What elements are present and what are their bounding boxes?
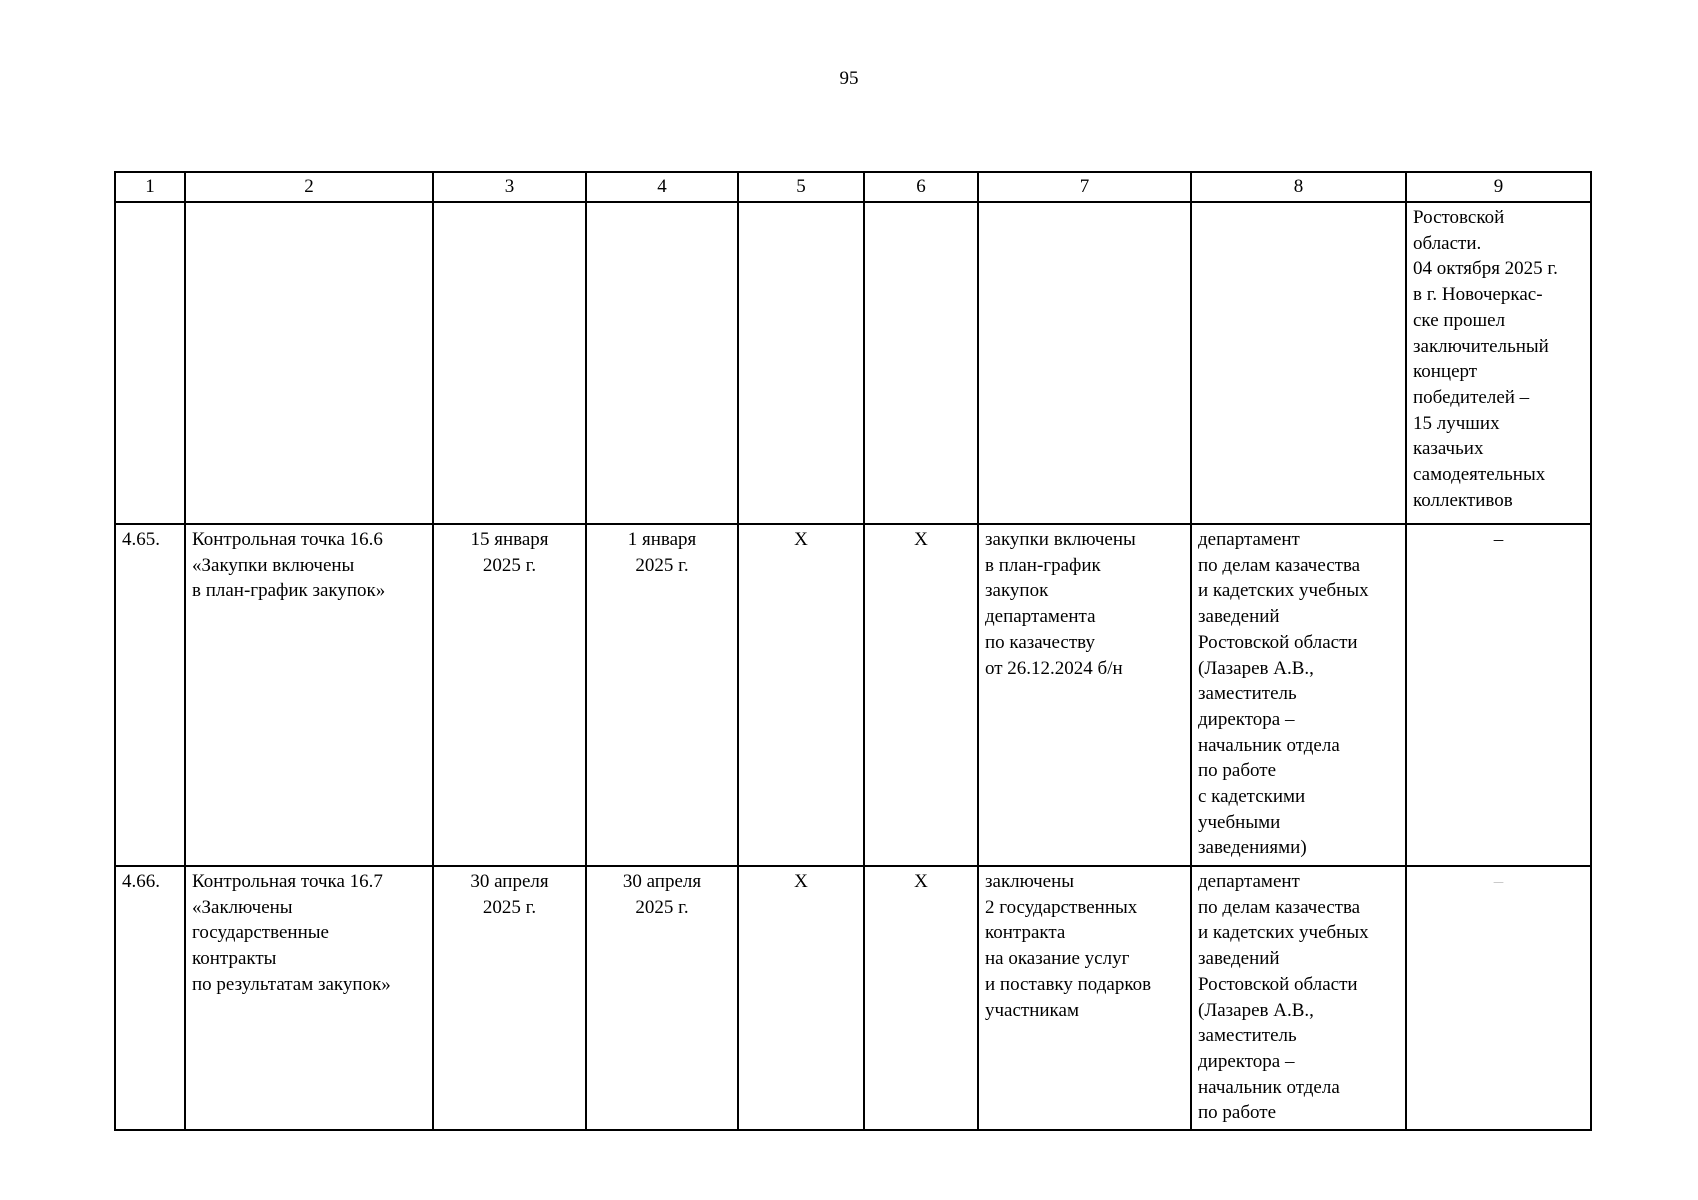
- row-number-cell: 4.65.: [115, 524, 185, 866]
- responsible-cell: департамент по делам казачества и кадетских учебных заведений Ростовской области (Лазарев А.В., заместитель директора – начальник отдела по работе: [1191, 866, 1406, 1130]
- actual-date-cell: 30 апреля 2025 г.: [586, 866, 738, 1130]
- result-cell: закупки включены в план-график закупок департамента по казачеству от 26.12.2024 б/н: [978, 524, 1191, 866]
- column-6-cell: X: [864, 866, 978, 1130]
- column-header-4: 4: [586, 172, 738, 202]
- note-cell: –: [1406, 866, 1591, 1130]
- column-header-2: 2: [185, 172, 433, 202]
- responsible-cell: [1191, 202, 1406, 524]
- column-header-9: 9: [1406, 172, 1591, 202]
- row-number-cell: 4.66.: [115, 866, 185, 1130]
- result-cell: заключены 2 государственных контракта на оказание услуг и поставку подарков участникам: [978, 866, 1191, 1130]
- column-5-cell: X: [738, 866, 864, 1130]
- plan-date-cell: [433, 202, 586, 524]
- table-row: [115, 524, 1591, 866]
- column-header-6: 6: [864, 172, 978, 202]
- column-header-1: 1: [115, 172, 185, 202]
- column-header-8: 8: [1191, 172, 1406, 202]
- column-header-7: 7: [978, 172, 1191, 202]
- column-6-cell: X: [864, 524, 978, 866]
- actual-date-cell: 1 января 2025 г.: [586, 524, 738, 866]
- page-number: 95: [839, 68, 859, 89]
- plan-date-cell: 30 апреля 2025 г.: [433, 866, 586, 1130]
- note-cell: –: [1406, 524, 1591, 866]
- responsible-cell: департамент по делам казачества и кадетских учебных заведений Ростовской области (Лазарев А.В., заместитель директора – начальник отдела по работе с кадетскими учебными заведениями): [1191, 524, 1406, 866]
- report-table: [114, 171, 1592, 1131]
- result-cell: [978, 202, 1191, 524]
- event-name-cell: Контрольная точка 16.6 «Закупки включены в план-график закупок»: [185, 524, 433, 866]
- plan-date-cell: 15 января 2025 г.: [433, 524, 586, 866]
- table-row: [115, 866, 1591, 1130]
- column-header-5: 5: [738, 172, 864, 202]
- table-header-row: [115, 172, 1591, 202]
- table-row: [115, 202, 1591, 524]
- actual-date-cell: [586, 202, 738, 524]
- event-name-cell: [185, 202, 433, 524]
- column-6-cell: [864, 202, 978, 524]
- row-number-cell: [115, 202, 185, 524]
- column-5-cell: X: [738, 524, 864, 866]
- column-header-3: 3: [433, 172, 586, 202]
- event-name-cell: Контрольная точка 16.7 «Заключены государственные контракты по результатам закупок»: [185, 866, 433, 1130]
- note-cell: Ростовской области. 04 октября 2025 г. в г. Новочеркас- ске прошел заключительный концерт победителей – 15 лучших казачьих самодеятельных коллективов: [1406, 202, 1591, 524]
- column-5-cell: [738, 202, 864, 524]
